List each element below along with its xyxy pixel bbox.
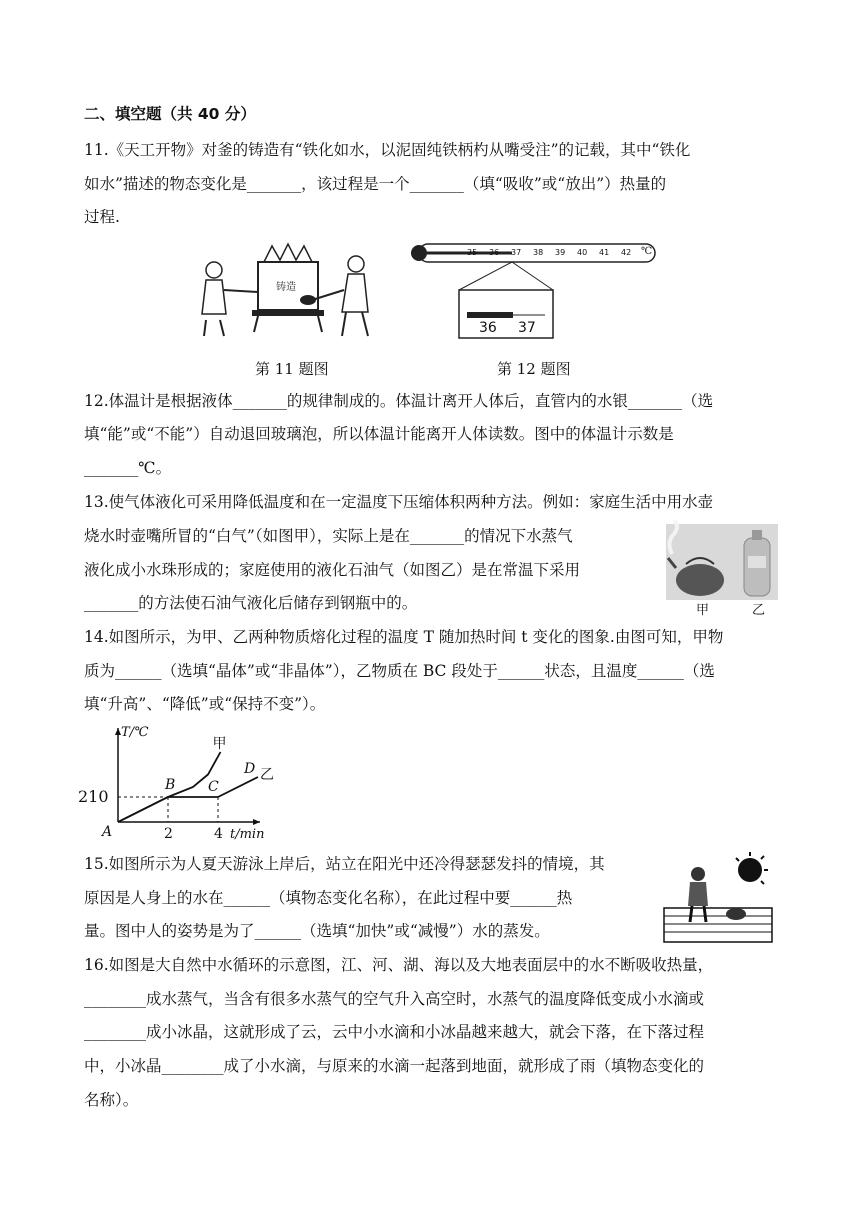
q15-line-1: 15.如图所示为人夏天游泳上岸后，站立在阳光中还冷得瑟瑟发抖的情境，其 bbox=[84, 855, 605, 873]
zoom-label-36: 36 bbox=[479, 320, 497, 336]
q13-line-2: 烧水时壶嘴所冒的“白气”（如图甲），实际上是在_______的情况下水蒸气 bbox=[84, 527, 573, 545]
series-label-yi: 乙 bbox=[260, 767, 274, 783]
q15-line-3: 量。图中人的姿势是为了______（选填“加快”或“减慢”）水的蒸发。 bbox=[84, 922, 550, 940]
zoom-label-37: 37 bbox=[518, 320, 536, 336]
svg-text:铸造: 铸造 bbox=[276, 282, 296, 293]
y-tick-label: 210 bbox=[78, 787, 109, 806]
q16-line-4: 中，小冰晶________成了小水滴，与原来的水滴一起落到地面，就形成了雨（填物态变化的 bbox=[84, 1057, 705, 1075]
q16-line-2: ________成水蒸气，当含有很多水蒸气的空气升入高空时，水蒸气的温度降低变成小水滴或 bbox=[84, 990, 705, 1008]
section-title: 二、填空题（共 40 分） bbox=[84, 105, 256, 123]
kettle-and-cylinder-photo bbox=[666, 524, 778, 600]
thermometer-tick-label: 42 bbox=[621, 248, 632, 257]
q14-line-1: 14.如图所示，为甲、乙两种物质熔化过程的温度 T 随加热时间 t 变化的图象.由图可知，甲物 bbox=[84, 628, 724, 646]
q11-line-2: 如水”描述的物态变化是_______，该过程是一个_______（填“吸收”或“放出”）热量的 bbox=[84, 175, 667, 193]
q11-line-1: 11.《天工开物》对釜的铸造有“铁化如水，以泥固纯铁柄杓从嘴受注”的记载，其中“铁化 bbox=[84, 141, 691, 159]
q13-line-1: 13.使气体液化可采用降低温度和在一定温度下压缩体积两种方法。例如：家庭生活中用水壶 bbox=[84, 493, 714, 511]
series-label-jia: 甲 bbox=[212, 736, 227, 752]
x-axis-arrow bbox=[253, 819, 260, 825]
series-line-yi bbox=[118, 777, 258, 822]
q14-line-2: 质为______（选填“晶体”或“非晶体”），乙物质在 BC 段处于______状态，且温度______（选 bbox=[84, 662, 715, 680]
shivering-swimmer-illustration bbox=[664, 852, 772, 944]
q16-line-1: 16.如图是大自然中水循环的示意图，江、河、湖、海以及大地表面层中的水不断吸收热量， bbox=[84, 956, 714, 974]
thermometer-tick-label: 37 bbox=[511, 248, 522, 257]
figure-12-caption: 第 12 题图 bbox=[497, 360, 571, 378]
thermometer-unit-label: ℃ bbox=[641, 246, 653, 257]
q16-line-5: 名称）。 bbox=[84, 1091, 139, 1109]
q13-line-4: _______的方法使石油气液化后储存到钢瓶中的。 bbox=[84, 594, 418, 612]
thermometer-tick-label: 40 bbox=[577, 248, 588, 257]
melting-chart bbox=[78, 722, 274, 842]
point-label-c: C bbox=[208, 779, 219, 795]
y-axis-label: T/℃ bbox=[121, 725, 149, 740]
x-tick-label: 2 bbox=[164, 826, 173, 842]
point-label-d: D bbox=[244, 761, 256, 777]
thermometer-tick-label: 41 bbox=[599, 248, 610, 257]
casting-illustration bbox=[192, 240, 382, 340]
x-axis-label: t/min bbox=[230, 827, 265, 842]
x-tick-label: 4 bbox=[214, 826, 223, 842]
thermometer-tick-label: 38 bbox=[533, 248, 544, 257]
point-label-b: B bbox=[165, 777, 176, 793]
q12-line-2: 填“能”或“不能”）自动退回玻璃泡，所以体温计能离开人体读数。图中的体温计示数是 bbox=[84, 425, 674, 443]
q13-line-3: 液化成小水珠形成的；家庭使用的液化石油气（如图乙）是在常温下采用 bbox=[84, 561, 581, 579]
thermometer-tick-label: 39 bbox=[555, 248, 566, 257]
q11-line-3: 过程. bbox=[84, 208, 120, 226]
q12-line-1: 12.体温计是根据液体_______的规律制成的。体温计离开人体后，直管内的水银_______（选 bbox=[84, 392, 714, 410]
figure-11-caption: 第 11 题图 bbox=[255, 360, 329, 378]
q14-line-3: 填“升高”、“降低”或“保持不变”）。 bbox=[84, 695, 326, 713]
photo-label-yi: 乙 bbox=[752, 603, 766, 618]
q16-line-3: ________成小冰晶，这就形成了云，云中小水滴和小冰晶越来越大，就会下落，在下落过程 bbox=[84, 1023, 705, 1041]
thermometer-tick-label: 36 bbox=[489, 248, 500, 257]
photo-label-jia: 甲 bbox=[696, 603, 710, 618]
thermometer-tick-label: 35 bbox=[467, 248, 478, 257]
point-label-a: A bbox=[102, 824, 113, 840]
q15-line-2: 原因是人身上的水在______（填物态变化名称），在此过程中要______热 bbox=[84, 889, 573, 907]
q12-line-3: _______℃。 bbox=[84, 459, 172, 477]
